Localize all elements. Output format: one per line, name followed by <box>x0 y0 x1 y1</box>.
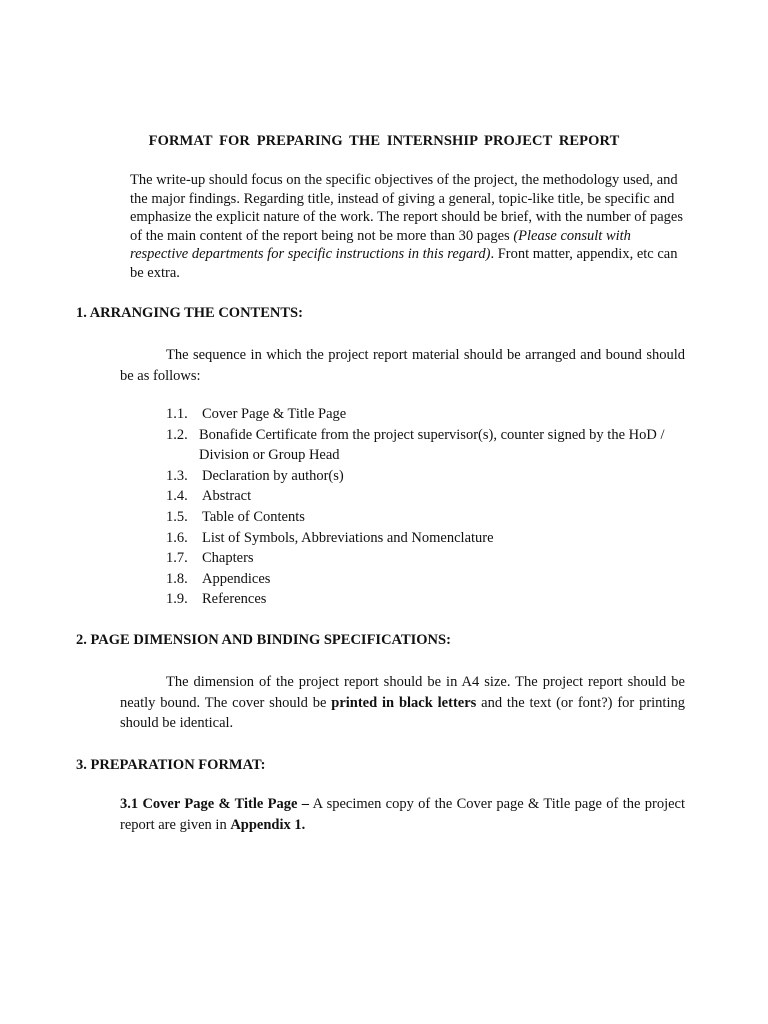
appendix-reference: Appendix 1. <box>230 816 306 833</box>
section-3-1-text: A specimen copy of the Cover page & Title page of the project report are given in <box>120 796 685 833</box>
list-item-text: Declaration by author(s) <box>202 467 344 484</box>
document-title: FORMAT FOR PREPARING THE INTERNSHIP PROJECT REPORT <box>148 133 620 149</box>
list-item <box>166 589 686 610</box>
section-1-paragraph: The sequence in which the project report material should be arranged and bound should be as follows: <box>120 347 685 384</box>
section-2-heading: 2. PAGE DIMENSION AND BINDING SPECIFICATIONS: <box>76 632 451 648</box>
list-item-text: Table of Contents <box>202 508 305 525</box>
section-2-paragraph <box>120 672 685 734</box>
list-item <box>166 528 686 549</box>
list-item <box>166 466 686 487</box>
section-3-1-heading: 3.1 Cover Page & Title Page – <box>120 796 310 812</box>
list-item-number: 1.9. <box>166 591 188 608</box>
list-item-number: 1.2. <box>166 426 188 443</box>
intro-paragraph <box>130 171 690 282</box>
list-item-text: Bonafide Certificate from the project supervisor(s), counter signed by the HoD / Division or Group Head <box>199 426 665 464</box>
list-item <box>166 569 686 590</box>
list-item <box>166 548 686 569</box>
list-item <box>166 486 686 507</box>
list-item <box>166 404 686 425</box>
list-item-text: Appendices <box>202 570 271 587</box>
list-item-text: List of Symbols, Abbreviations and Nomenclature <box>202 529 494 546</box>
list-item-number: 1.1. <box>166 406 188 422</box>
list-item-number: 1.6. <box>166 529 188 546</box>
list-item <box>166 425 686 466</box>
list-item-number: 1.8. <box>166 570 188 587</box>
section-1-heading: 1. ARRANGING THE CONTENTS: <box>76 305 303 321</box>
list-item-text: Abstract <box>202 488 252 505</box>
list-item-number: 1.3. <box>166 467 188 484</box>
list-item-text: Cover Page & Title Page <box>202 406 347 422</box>
section-2-text: The dimension of the project report should be in A4 size. The project report should be neatly bound. The cover should be <box>120 674 685 711</box>
section-2-bold-text: printed in black letters <box>331 694 477 711</box>
contents-list <box>166 404 686 610</box>
section-3-heading: 3. PREPARATION FORMAT: <box>76 757 266 773</box>
intro-text: The write-up should focus on the specific objectives of the project, the methodology used, and the major findings. Regarding title, instead of giving a general, topic-like title, be specific and emphasize the explicit nature of the work. The report should be brief, with the number of pages of the main content of the report being not be more than 30 pages <box>130 172 683 244</box>
section-2-text-end: and the text (or font?) for printing should be identical. <box>120 694 685 731</box>
list-item-number: 1.4. <box>166 488 188 505</box>
intro-text-end: . Front matter, appendix, etc can be extra. <box>130 246 678 281</box>
intro-italic-note: (Please consult with respective departments for specific instructions in this regard) <box>130 227 631 262</box>
list-item-text: References <box>202 591 267 608</box>
list-item <box>166 507 686 528</box>
section-3-1-paragraph <box>120 794 685 835</box>
list-item-text: Chapters <box>202 550 254 567</box>
list-item-number: 1.7. <box>166 550 188 567</box>
list-item-number: 1.5. <box>166 508 188 525</box>
